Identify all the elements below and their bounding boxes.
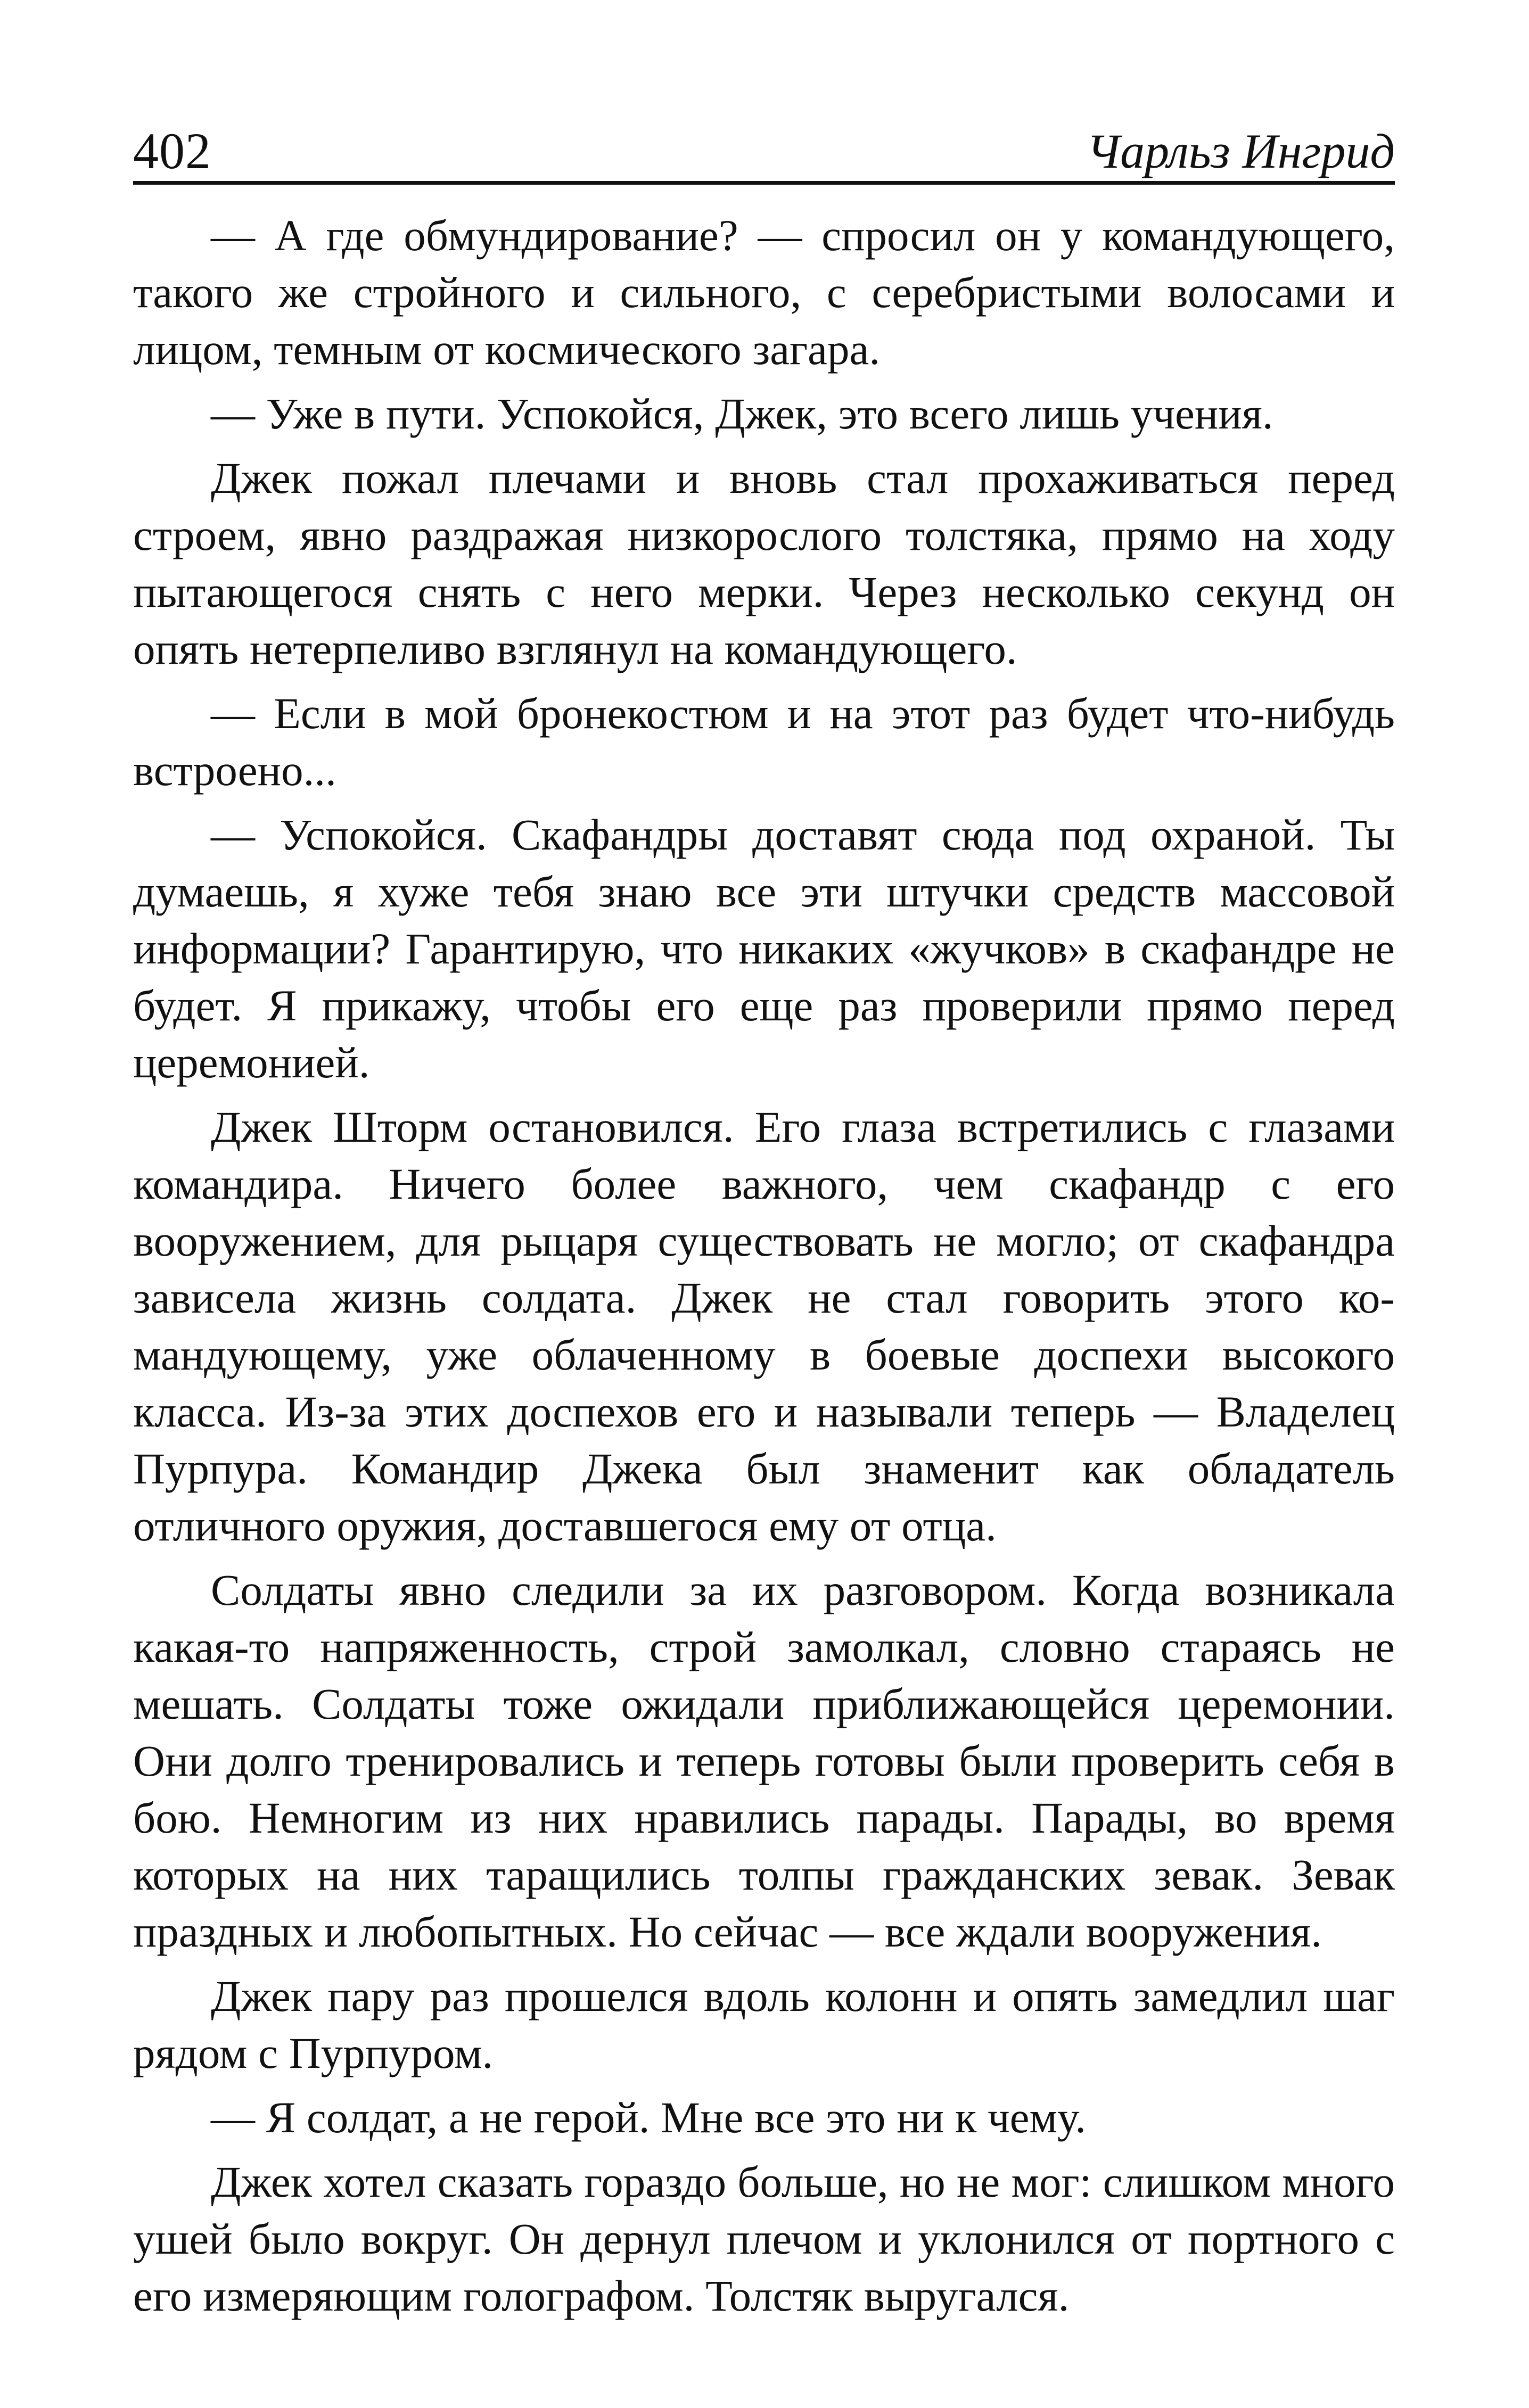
- paragraph: — Если в мой бронекостюм и на этот раз будет что-нибудь встроено...: [133, 689, 1395, 795]
- body-text: [133, 207, 1395, 2324]
- paragraph: Джек пожал плечами и вновь стал прохаживаться перед строем, явно раздражая низкорослого толстяка, прямо на ходу пытающегося снять с него мерки. Через несколько секунд он опять нетерпеливо взглянул на командующего.: [133, 453, 1395, 673]
- book-page: [133, 101, 1395, 2332]
- running-head-author: Чарльз Ингрид: [1086, 124, 1395, 178]
- paragraph: — А где обмундирование? — спросил он у командующего, такого же стройного и сильного, с серебристыми волосами и лицом, темным от космического загара.: [133, 211, 1395, 374]
- paragraph: — Я солдат, а не герой. Мне все это ни к чему.: [211, 2093, 1086, 2142]
- paragraph: Джек хотел сказать гораздо больше, но не мог: слишком много ушей было вокруг. Он дернул плечом и уклонился от портного с его измеряющим голографом. Толстяк выругался.: [133, 2157, 1395, 2320]
- paragraph: Солдаты явно следили за их разговором. Когда возникала какая-то напряженность, строй замолкал, словно стараясь не мешать. Солдаты тоже ожидали приближающейся церемонии. Они долго тренировались и теперь готовы были проверить себя в бою. Немногим из них нравились парады. Парады, во время которых на них таращились толпы гражданских зевак. Зевак праздных и любопытных. Но сейчас — все ждали вооружения.: [133, 1565, 1395, 1956]
- paragraph: — Уже в пути. Успокойся, Джек, это всего лишь учения.: [211, 389, 1273, 438]
- page-header: [133, 101, 1395, 185]
- paragraph: — Успокойся. Скафандры доставят сюда под охраной. Ты думаешь, я хуже тебя знаю все эти штучки средств массовой информации? Гарантирую, что никаких «жучков» в скафандре не будет. Я прикажу, чтобы его еще раз проверили прямо перед церемонией.: [133, 810, 1395, 1087]
- paragraph: Джек пару раз прошелся вдоль колонн и опять замедлил шаг рядом с Пурпуром.: [133, 1972, 1395, 2077]
- paragraph: Джек Шторм остановился. Его глаза встретились с глазами командира. Ничего более важного, чем скафандр с его вооружением, для рыцаря существовать не могло; от скафандра зависела жизнь солдата. Джек не стал говорить этого командующему, уже облаченному в боевые доспехи высокого класса. Из-за этих доспехов его и называли теперь — Владелец Пурпура. Командир Джека был знаменит как обладатель отличного оружия, доставшегося ему от отца.: [133, 1102, 1395, 1550]
- page-number: 402: [133, 122, 211, 179]
